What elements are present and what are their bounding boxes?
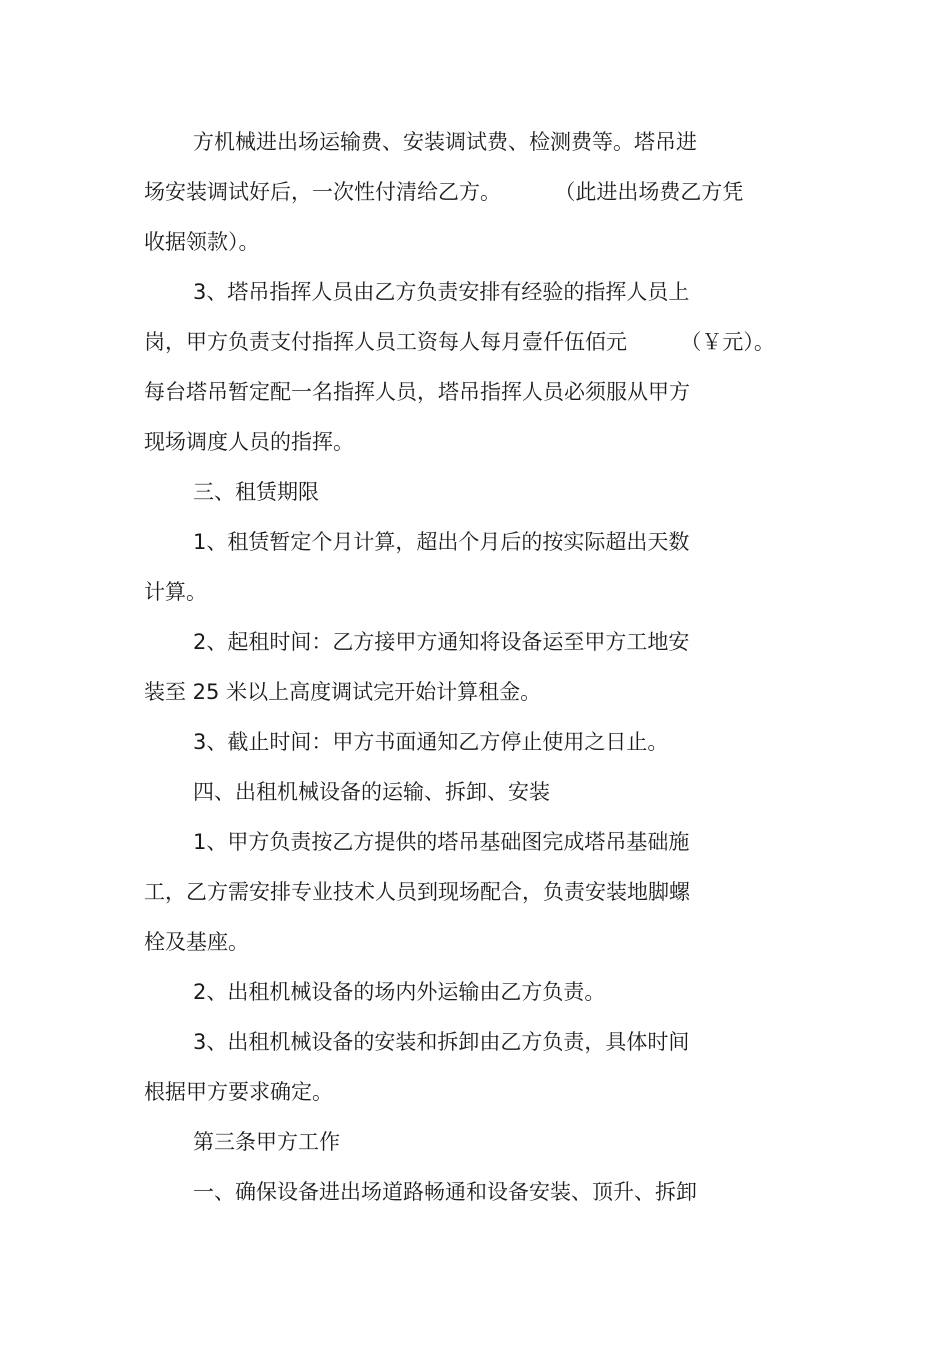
section-heading: 三、租赁期限 <box>193 480 319 504</box>
paragraph-line: 3、截止时间：甲方书面通知乙方停止使用之日止。 <box>193 730 669 754</box>
paragraph-line: 收据领款）。 <box>144 230 260 254</box>
paragraph-line: 现场调度人员的指挥。 <box>144 430 354 454</box>
paragraph-line: 计算。 <box>144 580 207 604</box>
paragraph-line: 栓及基座。 <box>144 930 249 954</box>
paragraph-line: 1、甲方负责按乙方提供的塔吊基础图完成塔吊基础施 <box>193 830 690 854</box>
section-heading: 四、出租机械设备的运输、拆卸、安装 <box>193 780 550 804</box>
paragraph-line: 岗，甲方负责支付指挥人员工资每人每月壹仟伍佰元 （￥元）。 <box>144 330 775 354</box>
paragraph-line: 2、出租机械设备的场内外运输由乙方负责。 <box>193 980 606 1004</box>
paragraph-line: 一、确保设备进出场道路畅通和设备安装、顶升、拆卸 <box>193 1180 697 1204</box>
paragraph-line: 根据甲方要求确定。 <box>144 1080 333 1104</box>
paragraph-line: 装至 25 米以上高度调试完开始计算租金。 <box>144 680 542 704</box>
paragraph-line: 3、出租机械设备的安装和拆卸由乙方负责，具体时间 <box>193 1030 690 1054</box>
paragraph-line: 2、起租时间：乙方接甲方通知将设备运至甲方工地安 <box>193 630 690 654</box>
paragraph-line: 工，乙方需安排专业技术人员到现场配合，负责安装地脚螺 <box>144 880 690 904</box>
paragraph-line: 3、塔吊指挥人员由乙方负责安排有经验的指挥人员上 <box>193 280 690 304</box>
paragraph-line: 每台塔吊暂定配一名指挥人员，塔吊指挥人员必须服从甲方 <box>144 380 690 404</box>
paragraph-line: 1、租赁暂定个月计算，超出个月后的按实际超出天数 <box>193 530 690 554</box>
paragraph-line: 场安装调试好后，一次性付清给乙方。 （此进出场费乙方凭 <box>144 180 744 204</box>
paragraph-line: 方机械进出场运输费、安装调试费、检测费等。塔吊进 <box>193 130 697 154</box>
section-heading: 第三条甲方工作 <box>193 1130 340 1154</box>
